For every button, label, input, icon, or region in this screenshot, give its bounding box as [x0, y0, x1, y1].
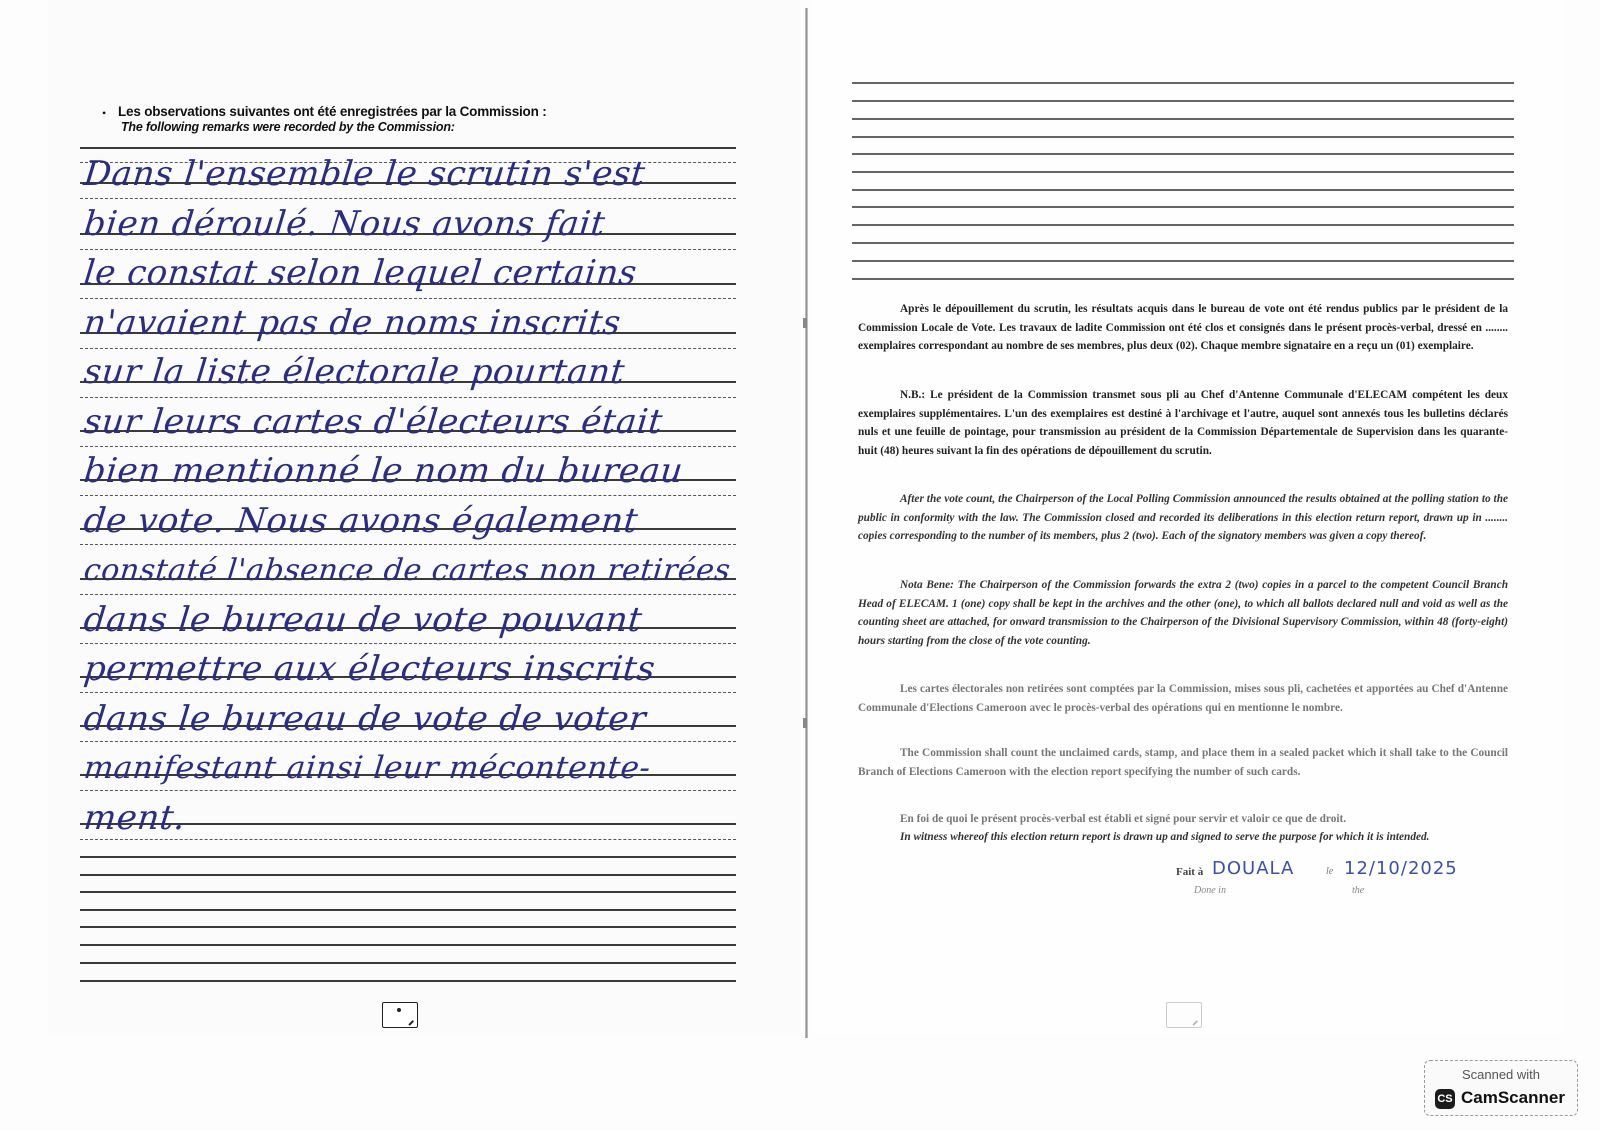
- done-in-label: Done in: [1194, 885, 1226, 896]
- handwritten-line: dans le bureau de vote de voter: [81, 698, 649, 739]
- handwritten-line: n'avaient pas de noms inscrits: [81, 302, 623, 343]
- nota-bene-paragraph-en: Nota Bene: The Chairperson of the Commission forwards the extra 2 (two) copies in a parcel to the competent Council Branch Head of ELECAM. 1 (one) copy shall be kept in the archives and the other (one), to which all ballots declared null and void as well as the counting sheet are attached, for onward transmission to the Chairperson of the Divisional Supervisory Commission, within 48 (forty-eight) hours starting from the close of the vote counting.: [858, 579, 1508, 647]
- page-number-box: [382, 1002, 418, 1028]
- handwritten-line: le constat selon lequel certains: [81, 253, 639, 293]
- handwritten-line: manifestant ainsi leur mécontente-: [82, 750, 653, 786]
- scanned-with-label: Scanned with: [1461, 1067, 1541, 1082]
- page-number-box: [1166, 1002, 1202, 1028]
- handwritten-line: Dans l'ensemble le scrutin s'est: [81, 154, 648, 194]
- bullet-icon: •: [102, 106, 107, 120]
- handwritten-line: dans le bureau de vote pouvant: [81, 599, 645, 640]
- place-handwritten: DOUALA: [1212, 858, 1295, 879]
- results-paragraph-en: After the vote count, the Chairperson of the Local Polling Commission announced the results obtained at the polling station to the public in conformity with the law. The Commission closed and recorded its deliberations in this election return report, drawn up in ........ copies corresponding to the number of its members, plus 2 (two). Each of the signatory members was given a copy thereof.: [858, 493, 1508, 543]
- witness-paragraph-fr: En foi de quoi le présent procès-verbal est établi et signé pour servir et valoir ce que de droit.: [900, 813, 1347, 825]
- the-label: the: [1352, 885, 1365, 896]
- observations-title-en: The following remarks were recorded by the Commission:: [121, 120, 455, 134]
- handwritten-line: bien déroulé. Nous avons fait: [81, 203, 608, 244]
- camscanner-logo-icon: CS: [1435, 1089, 1455, 1109]
- witness-paragraph-en: In witness whereof this election return report is drawn up and signed to serve the purpose for which it is intended.: [900, 831, 1430, 843]
- cards-paragraph-fr: Les cartes électorales non retirées sont comptées par la Commission, mises sous pli, cachetées et apportées au Chef d'Antenne Communale d'Elections Cameroon avec le procès-verbal des opérations qui en mentionne le nombre.: [858, 683, 1508, 714]
- handwritten-line: sur la liste électorale pourtant: [81, 352, 627, 392]
- camscanner-watermark: [1424, 1060, 1578, 1116]
- nb-paragraph-fr: N.B.: Le président de la Commission transmet sous pli au Chef d'Antenne Communale d'ELECAM compétent les deux exemplaires supplémentaires. L'un des exemplaires est destiné à l'archivage et l'autre, auquel sont annexés tous les bulletins déclarés nuls et une feuille de pointage, pour transmission au président de la Commission Départementale de Supervision dans les quarante-huit (48) heures suivant la fin des opérations de dépouillement du scrutin.: [858, 389, 1508, 457]
- observations-title-fr: Les observations suivantes ont été enregistrées par la Commission :: [118, 104, 547, 119]
- cards-paragraph-en: The Commission shall count the unclaimed cards, stamp, and place them in a sealed packet which it shall take to the Council Branch of Elections Cameroon with the election report specifying the number of such cards.: [858, 747, 1508, 778]
- le-label: le: [1326, 866, 1334, 877]
- observations-header: [102, 104, 738, 134]
- handwritten-remarks: [81, 150, 804, 843]
- handwritten-line: constaté l'absence de cartes non retirées: [82, 553, 733, 588]
- handwritten-line: sur leurs cartes d'électeurs était: [81, 401, 665, 442]
- handwritten-line: bien mentionné le nom du bureau: [81, 451, 686, 491]
- page-spine: [805, 8, 808, 1038]
- handwritten-line: de vote. Nous avons également: [81, 500, 641, 541]
- handwritten-line: permettre aux électeurs inscrits: [81, 649, 658, 689]
- fait-a-label: Fait à: [1176, 866, 1204, 878]
- date-handwritten: 12/10/2025: [1344, 858, 1458, 879]
- camscanner-name: CamScanner: [1461, 1088, 1565, 1107]
- results-paragraph-fr: Après le dépouillement du scrutin, les résultats acquis dans le bureau de vote ont été rendus publics par le président de la Commission Locale de Vote. Les travaux de ladite Commission ont été clos et consignés dans le présent procès-verbal, dressé en ........ exemplaires correspondant au nombre de ses membres, plus deux (02). Chaque membre signataire en a reçu un (01) exemplaire.: [858, 303, 1508, 353]
- handwritten-line: ment.: [81, 797, 188, 838]
- place-date-block: [1176, 858, 1516, 898]
